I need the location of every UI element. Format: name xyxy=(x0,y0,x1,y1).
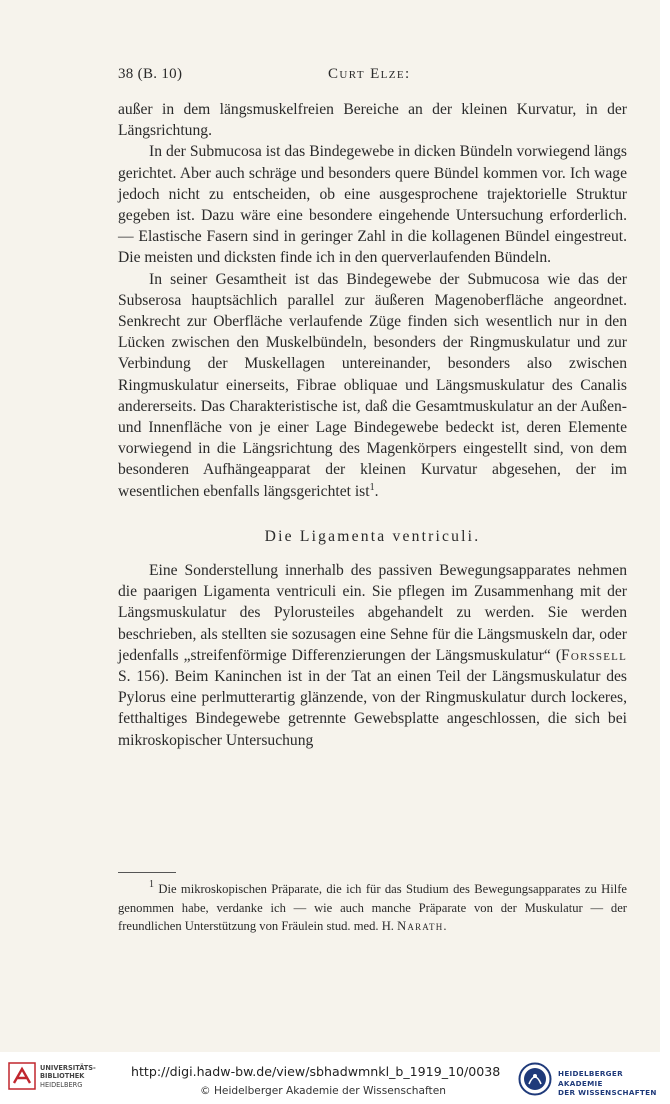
footnote-name: Narath xyxy=(397,919,444,933)
citation-author: Forssell xyxy=(561,646,627,664)
page-edge xyxy=(660,0,670,1052)
academy-name-line-1: HEIDELBERGER AKADEMIE xyxy=(558,1069,623,1088)
copyright-notice: © Heidelberger Akademie der Wissenschaften xyxy=(200,1085,446,1097)
body-text xyxy=(118,99,627,751)
academy-name-line-2: DER WISSENSCHAFTEN xyxy=(558,1088,657,1098)
footnote xyxy=(118,880,627,936)
footnote-reference: 1 xyxy=(369,481,375,493)
permalink-url[interactable]: http://digi.hadw-bw.de/view/sbhadwmnkl_b_1919_10/0038 xyxy=(131,1064,501,1079)
paragraph-ligamenta-text-a: Eine Sonderstellung innerhalb des passiven Bewegungsapparates nehmen die paarigen Ligamenta ventriculi ein. Sie pflegen im Zusammenhang mit der Längsmuskulatur des Pylorusteiles abgehandelt zu werden. Sie werden beschrieben, als stellten sie sozusagen eine Sehne für die Längsmuskeln dar, oder jedenfalls „streifenförmige Differenzierungen der Längsmuskulatur“ ( xyxy=(118,562,627,664)
academy-name xyxy=(558,1069,670,1098)
library-name-line-2: BIBLIOTHEK xyxy=(40,1072,85,1081)
footnote-text xyxy=(118,880,627,936)
page-reference: 38 (B. 10) xyxy=(118,66,183,82)
running-author: Curt Elze: xyxy=(328,66,411,82)
paragraph-ligamenta-text-b: S. 156). Beim Kaninchen ist in der Tat an einen Teil der Längsmuskulatur des Pylorus eine perlmutterartig glänzende, von der Ringmuskulatur durch lockeres, fetthaltiges Bindegewebe getrennte Gewebsplatte angeschlossen, die sich bei mikroskopischer Untersuchung xyxy=(118,668,627,749)
paragraph-continued: außer in dem längsmuskelfreien Bereiche an der kleinen Kurvatur, in der Längsrichtung. xyxy=(118,101,627,140)
university-library-logo-icon xyxy=(8,1062,36,1090)
footnote-end: . xyxy=(443,919,447,933)
section-heading: Die Ligamenta ventriculi. xyxy=(264,527,481,545)
footnote-body: Die mikroskopischen Präparate, die ich für das Studium des Bewegungsapparates zu Hilfe genommen habe, verdanke ich — wie auch manche Präparate von der Muskulatur — der freundlichen Unterstützung von Fräulein stud. med. H. xyxy=(118,882,627,933)
digitization-footer xyxy=(0,1052,670,1104)
library-name xyxy=(40,1064,96,1089)
paragraph-gesamtheit-end: . xyxy=(374,482,379,500)
paragraph-ligamenta xyxy=(118,560,627,751)
academy-seal-icon xyxy=(518,1062,552,1096)
paragraph-submucosa: In der Submucosa ist das Bindegewebe in dicken Bündeln vorwiegend längs gerichtet. Aber auch schräge und besonders quere Bündel kommen vor. Ich wage jedoch nicht zu entscheiden, ob eine ausgesprochene trajektorielle Struktur gegeben ist. Dazu wäre eine besondere eingehende Untersuchung erforderlich. — Elastische Fasern sind in geringer Zahl in die kollagenen Bündel eingestreut. Die meisten und dicksten finde ich in den querverlaufenden Bündeln. xyxy=(118,143,627,267)
library-name-line-3: HEIDELBERG xyxy=(40,1080,83,1089)
footnote-mark: 1 xyxy=(149,879,154,890)
paragraph-gesamtheit xyxy=(118,269,627,502)
footnote-divider xyxy=(118,872,176,873)
library-name-line-1: UNIVERSITÄTS- xyxy=(40,1064,96,1072)
paragraph-gesamtheit-text: In seiner Gesamtheit ist das Bindegewebe der Submucosa wie das der Subserosa hauptsächlich parallel zur äußeren Magenoberfläche angeordnet. Senkrecht zur Oberfläche verlaufende Züge finden sich wesentlich nur in den Lücken zwischen den Muskelbündeln, besonders der Ringmuskulatur und zur Verbindung der Muskellagen untereinander, besonders also zwischen Ringmuskulatur einerseits, Fibrae obliquae und Längsmuskulatur des Canalis andererseits. Das Charakteristische ist, daß die Gesamtmuskulatur an der Außen- und Innenfläche von je einer Lage Bindegewebe bedeckt ist, deren Elemente vorwiegend in die Längsrichtung des Magenkörpers eingestellt sind, von dem besonderen Aufhängeapparat der kleinen Kurvatur abgesehen, der im wesentlichen ebenfalls längsgerichtet ist xyxy=(118,270,627,500)
